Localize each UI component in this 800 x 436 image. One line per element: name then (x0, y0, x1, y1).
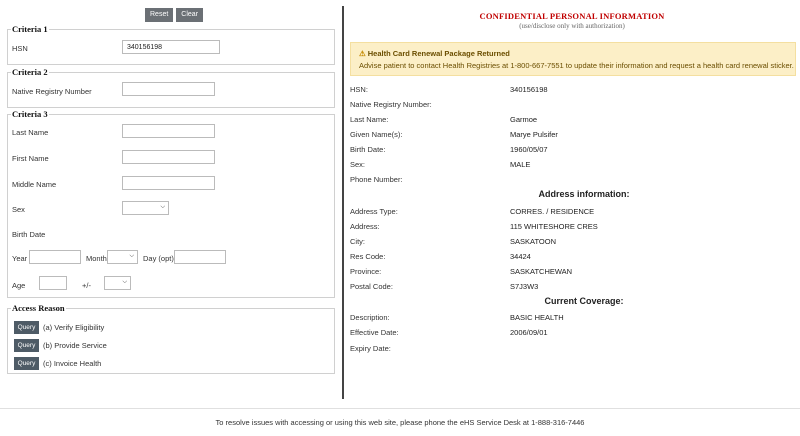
criteria-2-group (7, 67, 335, 108)
plusminus-label: +/- (82, 281, 91, 290)
patient-info-panel (344, 0, 800, 400)
sex-detail-value: MALE (510, 160, 531, 169)
address-heading: Address information: (538, 189, 630, 199)
access-reason-group (7, 303, 335, 374)
confidential-subtitle: (use/disclose only with authorization) (519, 22, 625, 30)
address-value: 115 WHITESHORE CRES (510, 222, 598, 231)
query-verify-eligibility-button[interactable]: Query (14, 321, 39, 334)
city-value: SASKATOON (510, 237, 556, 246)
coverage-heading: Current Coverage: (544, 296, 624, 306)
first-name-input[interactable] (122, 150, 215, 164)
criteria-3-legend: Criteria 3 (12, 109, 48, 119)
criteria-1-group (7, 24, 335, 65)
coverage-description-label: Description: (350, 313, 390, 322)
sex-select[interactable] (122, 201, 169, 215)
native-registry-input[interactable] (122, 82, 215, 96)
confidential-title: CONFIDENTIAL PERSONAL INFORMATION (479, 11, 665, 21)
invoice-health-label: (c) Invoice Health (43, 359, 102, 368)
chevron-down-icon: ⌵ (160, 204, 165, 210)
last-name-detail-label: Last Name: (350, 115, 389, 124)
search-panel (0, 0, 342, 400)
alert-title-text: Health Card Renewal Package Returned (367, 49, 510, 58)
given-name-detail-value: Marye Pulsifer (510, 130, 558, 139)
year-input[interactable] (29, 250, 81, 264)
hsn-detail-value: 340156198 (510, 85, 548, 94)
month-select[interactable] (107, 250, 138, 264)
footer-divider (0, 408, 800, 409)
query-provide-service-button[interactable]: Query (14, 339, 39, 352)
middle-name-label: Middle Name (12, 180, 57, 189)
day-label: Day (opt) (143, 254, 174, 263)
birth-date-detail-label: Birth Date: (350, 145, 386, 154)
warning-icon: ⚠ (359, 49, 366, 58)
chevron-down-icon: ⌵ (122, 279, 127, 285)
hsn-label: HSN (12, 44, 28, 53)
sex-detail-label: Sex: (350, 160, 366, 169)
footer-text: To resolve issues with accessing or using this web site, please phone the eHS Service Desk at 1-888-316-7446 (215, 418, 585, 427)
criteria-3-group (7, 109, 335, 298)
query-invoice-health-button[interactable]: Query (14, 357, 39, 370)
verify-eligibility-label: (a) Verify Eligibility (43, 323, 105, 332)
hsn-detail-label: HSN: (350, 85, 368, 94)
renewal-alert (350, 42, 796, 76)
address-type-label: Address Type: (350, 207, 398, 216)
year-label: Year (12, 254, 28, 263)
month-label: Month (86, 254, 107, 263)
province-label: Province: (350, 267, 382, 276)
given-name-detail-label: Given Name(s): (350, 130, 403, 139)
middle-name-input[interactable] (122, 176, 215, 190)
age-input[interactable] (39, 276, 67, 290)
res-code-label: Res Code: (350, 252, 386, 261)
chevron-down-icon: ⌵ (129, 253, 134, 259)
effective-date-value: 2006/09/01 (510, 328, 548, 337)
phone-detail-label: Phone Number: (350, 175, 403, 184)
native-registry-label: Native Registry Number (12, 87, 92, 96)
address-label: Address: (350, 222, 380, 231)
alert-title (359, 49, 510, 58)
address-type-value: CORRES. / RESIDENCE (510, 207, 595, 216)
day-input[interactable] (174, 250, 226, 264)
province-value: SASKATCHEWAN (510, 267, 573, 276)
last-name-label: Last Name (12, 128, 49, 137)
reset-button[interactable]: Reset (145, 8, 173, 22)
hsn-input[interactable] (122, 40, 220, 54)
clear-button[interactable]: Clear (176, 8, 203, 22)
alert-message: Advise patient to contact Health Registries at 1-800-667-7551 to update their information and request a health card renewal sticker. (359, 61, 794, 70)
first-name-label: First Name (12, 154, 49, 163)
criteria-2-legend: Criteria 2 (12, 67, 48, 77)
birth-date-label: Birth Date (12, 230, 46, 239)
city-label: City: (350, 237, 365, 246)
toolbar (145, 8, 203, 22)
postal-code-value: S7J3W3 (510, 282, 539, 291)
age-range-select[interactable] (104, 276, 131, 290)
coverage-description-value: BASIC HEALTH (510, 313, 564, 322)
access-reason-legend: Access Reason (12, 303, 65, 313)
birth-date-detail-value: 1960/05/07 (510, 145, 548, 154)
expiry-date-label: Expiry Date: (350, 344, 391, 353)
nrn-detail-label: Native Registry Number: (350, 100, 432, 109)
res-code-value: 34424 (510, 252, 531, 261)
criteria-1-legend: Criteria 1 (12, 24, 48, 34)
effective-date-label: Effective Date: (350, 328, 399, 337)
sex-label: Sex (12, 205, 25, 214)
last-name-input[interactable] (122, 124, 215, 138)
postal-code-label: Postal Code: (350, 282, 393, 291)
last-name-detail-value: Garmoe (510, 115, 538, 124)
age-label: Age (12, 281, 26, 290)
provide-service-label: (b) Provide Service (43, 341, 107, 350)
